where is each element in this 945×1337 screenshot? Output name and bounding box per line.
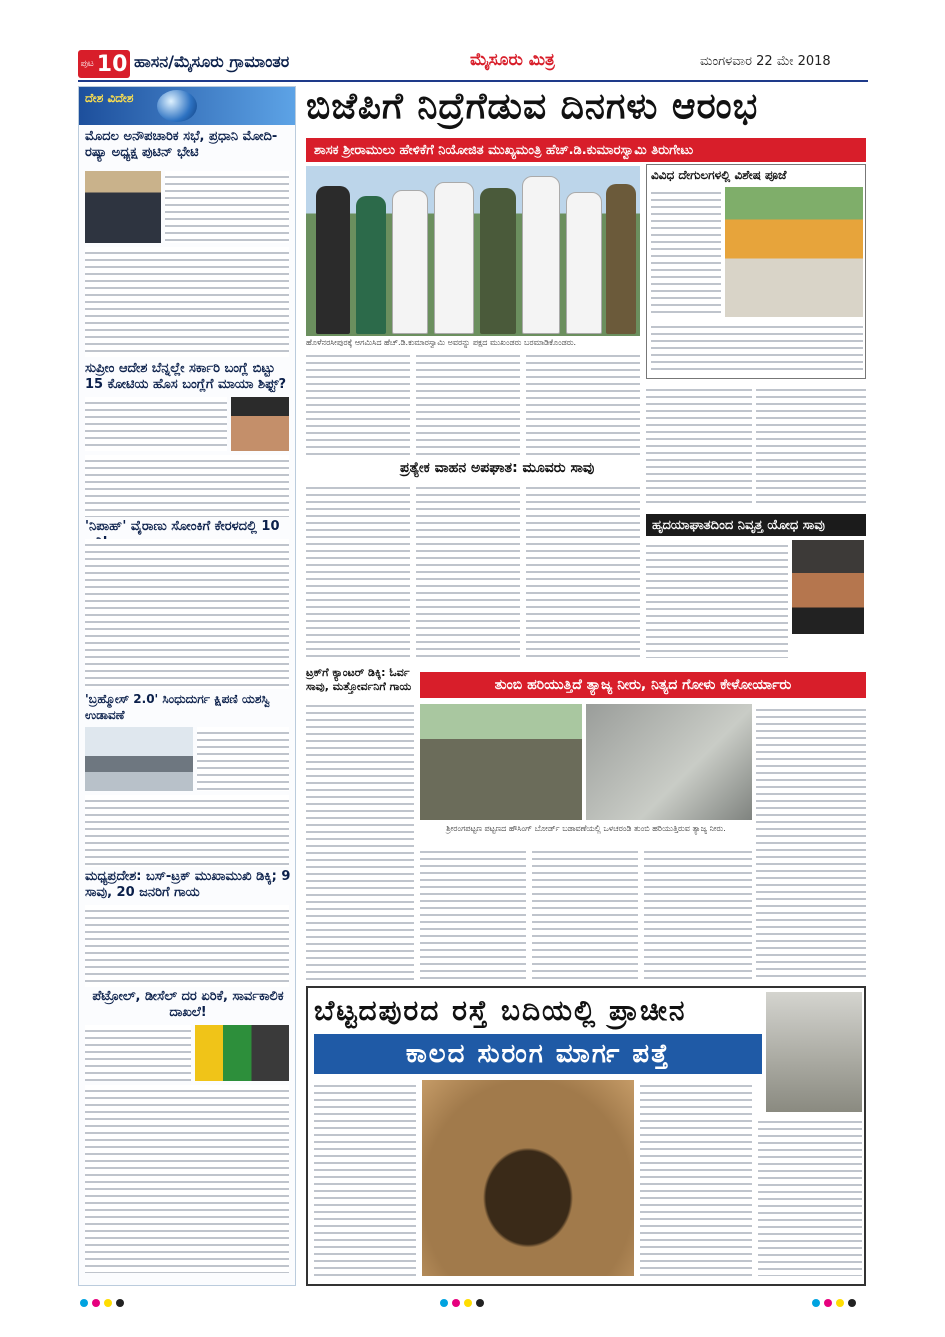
article-body xyxy=(646,384,752,508)
globe-icon xyxy=(157,90,197,122)
article-body xyxy=(758,1116,862,1276)
brief-banner xyxy=(79,87,295,125)
article-body xyxy=(526,350,640,456)
photo-caption: ಹೊಳೆನರಸೀಪುರಕ್ಕೆ ಆಗಮಿಸಿದ ಹೆಚ್.ಡಿ.ಕುಮಾರಸ್ವಾಮಿ ಅವರನ್ನು ಪಕ್ಷದ ಮುಖಂಡರು ಬರಮಾಡಿಕೊಂಡರು. xyxy=(306,338,577,347)
tunnel-wall-photo xyxy=(766,992,862,1112)
water-headline[interactable]: ತುಂಬಿ ಹರಿಯುತ್ತಿದೆ ತ್ಯಾಜ್ಯ ನೀರು, ನಿತ್ಯದ ಗೋಳು ಕೇಳೋರ್ಯಾರು xyxy=(420,672,866,698)
article-head-brahmos[interactable]: 'ಬ್ರಹ್ಮೋಸ್ 2.0' ಸಿಂಧುದುರ್ಗ ಕ್ಷಿಪಣಿ ಯಶಸ್ವಿ ಉಡಾವಣೆ xyxy=(85,692,270,722)
article-body xyxy=(420,846,526,980)
article-head-nipah[interactable]: 'ನಿಪಾಹ್' ವೈರಾಣು ಸೋಂಕಿಗೆ ಕೇರಳದಲ್ಲಿ 10 xyxy=(85,519,280,534)
mayawati-photo xyxy=(231,397,289,451)
water-caption: ಶ್ರೀರಂಗಪಟ್ಟಣ ಪಟ್ಟಣದ ಹೌಸಿಂಗ್ ಬೋರ್ಡ್ ಬಡಾವಣೆಯಲ್ಲಿ ಒಳಚರಂಡಿ ತುಂಬಿ ಹರಿಯುತ್ತಿರುವ ತ್ಯಾಜ್ಯ ನೀರು. xyxy=(446,824,726,833)
article-body xyxy=(646,540,788,658)
registration-dots-left xyxy=(80,1292,140,1302)
tunnel-opening-photo xyxy=(422,1080,634,1276)
registration-dots-center xyxy=(440,1292,500,1302)
section-title: ಹಾಸನ/ಮೈಸೂರು ಗ್ರಾಮಾಂತರ xyxy=(134,52,290,71)
article-body xyxy=(85,539,289,689)
article-body xyxy=(756,704,866,980)
article-head-mayawati[interactable]: ಸುಪ್ರೀಂ ಆದೇಶ ಬೆನ್ನಲ್ಲೇ ಸರ್ಕಾರಿ ಬಂಗ್ಲೆ ಬಿಟ್ಟು 15 ಕೋಟಿಯ ಹೊಸ ಬಂಗ್ಲೆಗೆ ಮಾಯಾ ಶಿಫ್ಟ್? xyxy=(85,361,287,392)
temple-puja-box xyxy=(646,164,866,379)
article-body xyxy=(85,795,289,867)
soldier-photo xyxy=(792,540,864,634)
article-body xyxy=(314,1080,416,1276)
article-body xyxy=(651,321,863,375)
article-body xyxy=(306,350,410,456)
article-body xyxy=(85,455,289,517)
dateline: ಮಂಗಳವಾರ 22 ಮೇ 2018 xyxy=(700,54,831,69)
tunnel-article-box xyxy=(306,986,866,1286)
canter-accident-headline[interactable]: ಟ್ರಕ್‌ಗೆ ಕ್ಯಾಂಟರ್ ಡಿಕ್ಕಿ: ಓರ್ವ ಸಾವು, ಮತ್ತೋರ್ವನಿಗೆ ಗಾಯ xyxy=(306,666,412,693)
main-headline[interactable]: ಬಿಜೆಪಿಗೆ ನಿದ್ರೆಗೆಡುವ ದಿನಗಳು ಆರಂಭ xyxy=(306,86,759,127)
modi-putin-photo xyxy=(85,171,161,243)
article-body xyxy=(756,384,866,508)
article-body xyxy=(85,247,289,357)
header-rule xyxy=(78,80,868,82)
tunnel-headline-line1[interactable]: ಬೆಟ್ಟದಪುರದ ರಸ್ತೆ ಬದಿಯಲ್ಲಿ ಪ್ರಾಚೀನ xyxy=(314,994,687,1027)
article-body xyxy=(85,1025,191,1081)
article-body xyxy=(644,846,752,980)
tunnel-headline-line2[interactable]: ಕಾಲದ ಸುರಂಗ ಮಾರ್ಗ ಪತ್ತೆ xyxy=(314,1034,762,1074)
article-head-petrol[interactable]: ಪೆಟ್ರೋಲ್, ಡೀಸೆಲ್ ದರ ಏರಿಕೆ, ಸಾರ್ವಕಾಲಿಕ ದಾಖಲೆ! xyxy=(92,989,284,1020)
article-body xyxy=(165,171,289,243)
article-body xyxy=(197,727,289,791)
main-subhead: ಶಾಸಕ ಶ್ರೀರಾಮುಲು ಹೇಳಿಕೆಗೆ ನಿಯೋಜಿತ ಮುಖ್ಯಮಂತ್ರಿ ಹೆಚ್.ಡಿ.ಕುಮಾರಸ್ವಾಮಿ ತಿರುಗೇಟು xyxy=(306,138,866,162)
sewage-photo xyxy=(586,704,752,820)
registration-dots-right xyxy=(812,1292,872,1302)
article-body xyxy=(640,1080,752,1276)
page-number-badge xyxy=(78,50,130,78)
article-head-modi-putin[interactable]: ಮೊದಲ ಅನೌಪಚಾರಿಕ ಸಭೆ, ಪ್ರಧಾನಿ ಮೋದಿ- ರಷ್ಯಾ ಅಧ್ಯಕ್ಷ ಪುಟಿನ್ ಭೇಟಿ xyxy=(85,129,278,160)
temple-photo xyxy=(725,187,863,317)
missile-photo xyxy=(85,727,193,791)
kumaraswamy-photo xyxy=(306,166,640,336)
article-body xyxy=(85,905,289,987)
article-body xyxy=(532,846,638,980)
masthead: ಮೈಸೂರು ಮಿತ್ರ xyxy=(470,50,555,70)
article-head-bus-accident[interactable]: ಮಧ್ಯಪ್ರದೇಶ: ಬಸ್-ಟ್ರಕ್ ಮುಖಾಮುಖಿ ಡಿಕ್ಕಿ; 9 ಸಾವು, 20 ಜನರಿಗೆ ಗಾಯ xyxy=(85,869,291,900)
brief-news-column xyxy=(78,86,296,1286)
article-body xyxy=(306,482,410,658)
article-body xyxy=(416,482,520,658)
brief-title: ದೇಶ ವಿದೇಶ xyxy=(85,91,134,105)
temple-headline[interactable]: ವಿವಿಧ ದೇಗುಲಗಳಲ್ಲಿ ವಿಶೇಷ ಪೂಜೆ xyxy=(651,168,787,182)
article-body xyxy=(85,397,227,451)
article-body xyxy=(651,187,721,317)
article-body xyxy=(416,350,520,456)
fuel-pump-photo xyxy=(195,1025,289,1081)
article-body xyxy=(306,700,414,980)
page-number: 10 xyxy=(96,51,128,77)
article-body xyxy=(526,482,640,658)
drain-photo xyxy=(420,704,582,820)
accident-headline[interactable]: ಪ್ರತ್ಯೇಕ ವಾಹನ ಅಪಘಾತ: ಮೂವರು ಸಾವು xyxy=(400,460,595,476)
page-label: ಪುಟ xyxy=(80,59,94,69)
article-body xyxy=(85,1085,289,1273)
soldier-headline[interactable]: ಹೃದಯಾಘಾತದಿಂದ ನಿವೃತ್ತ ಯೋಧ ಸಾವು xyxy=(646,514,866,536)
